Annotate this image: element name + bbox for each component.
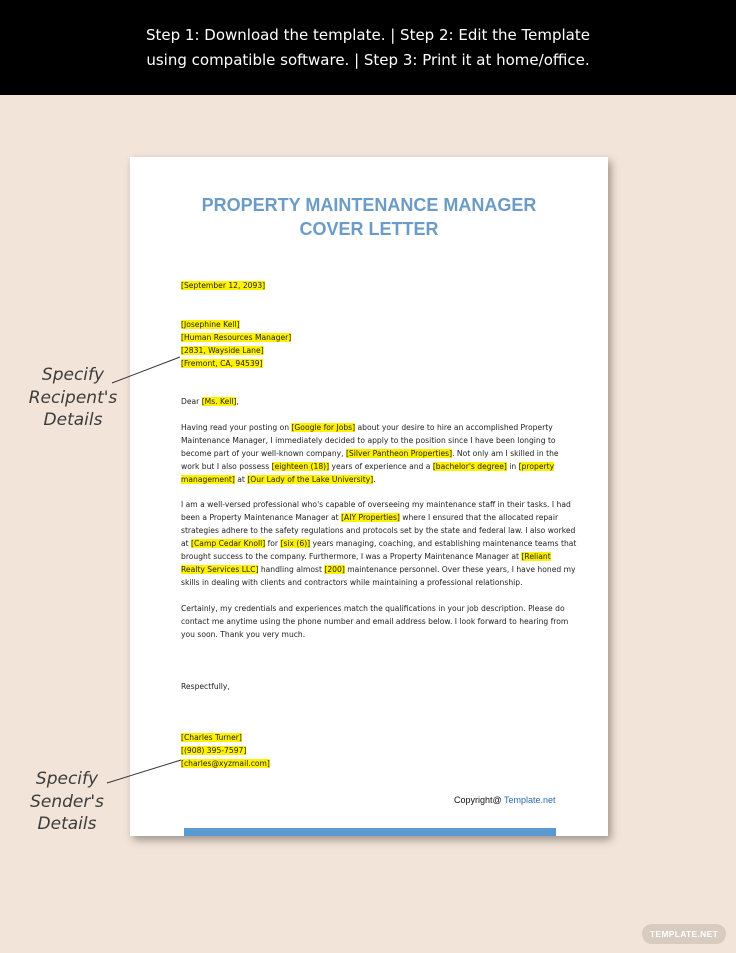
- recipient-role: [Human Resources Manager]: [181, 333, 292, 342]
- recipient-name: [Josephine Kell]: [181, 320, 240, 329]
- recipient-street: [2831, Wayside Lane]: [181, 346, 264, 355]
- copyright-link[interactable]: Template.net: [504, 795, 556, 805]
- sender-name: [Charles Turner]: [181, 733, 242, 742]
- salutation-name: [Ms. Kell]: [201, 397, 237, 406]
- banner-line-1: Step 1: Download the template. | Step 2: Edit the Template: [145, 25, 590, 44]
- watermark-badge: TEMPLATE.NET: [642, 924, 726, 944]
- paragraph-1: Having read your posting on [Google for Jobs] about your desire to hire an accomplished Property Maintenance Manager, I immediately decided to apply to the position since I have been longing to become part of your well-known company, [Silver Pantheon Properties]. Not only am I skilled in the work but I also possess [eighteen (18)] years of experience and a [bachelor's degree] in [property management] at [Our Lady of the Lake University].: [181, 423, 559, 484]
- salutation: Dear [Ms. Kell],: [181, 397, 239, 406]
- sender-phone: [(908) 395-7597]: [181, 746, 247, 755]
- closing: Respectfully,: [181, 682, 230, 691]
- paragraph-3: Certainly, my credentials and experiences match the qualifications in your job description. Please do contact me anytime using the phone number and email address below. I look forward to hearing from you soon. Thank you very much.: [181, 604, 569, 639]
- recipient-annotation: Specify Recipent's Details: [28, 365, 118, 430]
- sender-annotation: Specify Sender's Details: [30, 769, 104, 834]
- recipient-city: [Fremont, CA, 94539]: [181, 359, 263, 368]
- banner-line-2: using compatible software. | Step 3: Print it at home/office.: [146, 50, 590, 69]
- copyright-notice: Copyright@ Template.net: [454, 795, 556, 805]
- title-line-1: PROPERTY MAINTENANCE MANAGER: [201, 195, 537, 215]
- sender-email: [charles@xyzmail.com]: [181, 759, 270, 768]
- title-line-2: COVER LETTER: [299, 219, 439, 239]
- paragraph-2: I am a well-versed professional who's capable of overseeing my maintenance staff in their tasks. I had been a Property Maintenance Manager at [AIY Properties] where I ensured that the allocated repair strategies adhere to the safety regulations and protocols set by the state and federal law. I also worked at [Camp Cedar Knoll] for [six (6)] years managing, coaching, and establishing maintenance teams that brought success to the company. Furthermore, I was a Property Maintenance Manager at [Reliant Realty Services LLC] handling almost [200] maintenance personnel. Over these years, I have honed my skills in dealing with clients and contractors while maintaining a professional relationship.: [181, 500, 577, 587]
- date-field: [September 12, 2093]: [181, 281, 266, 290]
